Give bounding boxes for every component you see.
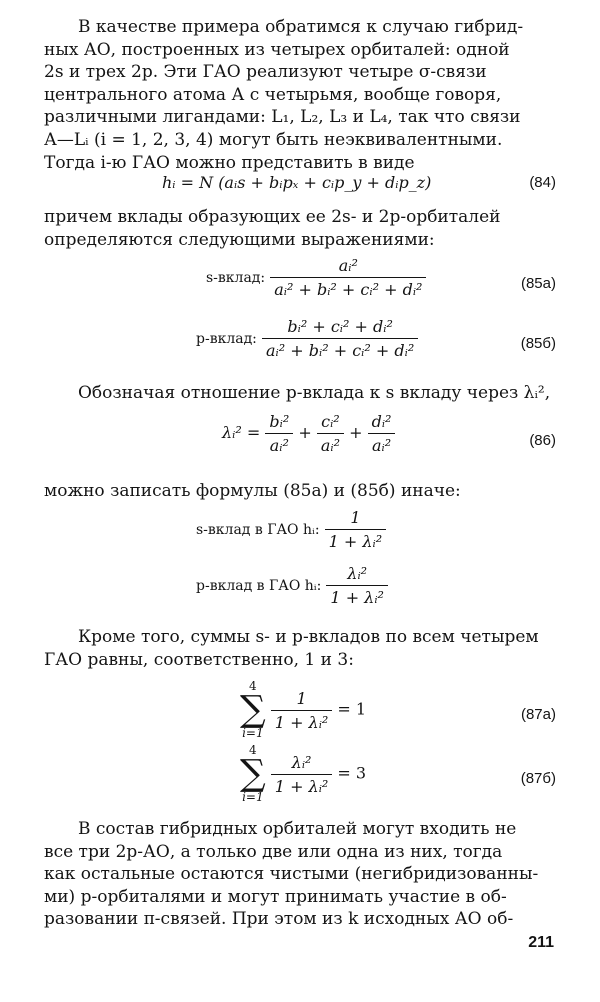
text-line: все три 2p-АО, а только две или одна из них, тогда xyxy=(44,841,503,862)
numerator: aᵢ² xyxy=(338,256,358,275)
summation-symbol xyxy=(240,680,266,740)
text-line: 2s и трех 2p. Эти ГАО реализуют четыре σ-связи xyxy=(44,62,487,83)
equation-number-85b: (85б) xyxy=(520,335,556,352)
paragraph-sums xyxy=(44,626,558,671)
text-line: ных АО, построенных из четырех орбиталей: одной xyxy=(44,39,510,60)
numerator: 1 xyxy=(350,508,361,527)
equation-label: s-вклад: xyxy=(206,270,266,286)
equation-label: p-вклад в ГАО hᵢ: xyxy=(196,578,322,594)
equation-number-87a: (87а) xyxy=(520,706,556,723)
fraction xyxy=(271,689,333,732)
numerator: λᵢ² xyxy=(291,752,312,772)
text-line: можно записать формулы (85а) и (85б) иначе: xyxy=(44,481,461,501)
summation-symbol xyxy=(240,744,266,804)
text-line: центрального атома А с четырьмя, вообще говоря, xyxy=(44,84,502,105)
fraction xyxy=(270,256,426,299)
plus-sign: + xyxy=(298,423,312,442)
denominator: 1 + λᵢ² xyxy=(326,585,388,607)
denominator: aᵢ² + bᵢ² + cᵢ² + dᵢ² xyxy=(270,277,426,299)
numerator: λᵢ² xyxy=(347,564,368,583)
sigma-glyph: ∑ xyxy=(240,753,266,794)
equation-lhs: λᵢ² = xyxy=(222,423,261,442)
equation-label: p-вклад: xyxy=(196,331,257,347)
text-line: В качестве примера обратимся к случаю гибрид- xyxy=(78,17,524,37)
denominator: aᵢ² xyxy=(368,433,396,455)
text-line: разовании π-связей. При этом из k исходных АО об- xyxy=(44,909,514,930)
paragraph-contributions xyxy=(44,206,558,251)
equation-85b xyxy=(196,317,418,360)
text-line: Тогда i-ю ГАО можно представить в виде xyxy=(44,152,415,173)
equation-86 xyxy=(222,412,395,455)
denominator: aᵢ² + bᵢ² + cᵢ² + dᵢ² xyxy=(262,338,418,360)
equation-rhs: = 1 xyxy=(337,699,367,719)
sigma-glyph: ∑ xyxy=(240,689,266,730)
denominator: aᵢ² xyxy=(317,433,344,455)
plus-sign: + xyxy=(349,423,363,442)
paragraph-rewrite xyxy=(44,480,558,503)
equation-p-contribution xyxy=(196,564,388,607)
sum-upper-limit: 4 xyxy=(249,743,257,757)
equation-87a xyxy=(240,680,366,740)
paragraph-partial-hybridization xyxy=(44,818,558,931)
equation-rhs: = 3 xyxy=(337,763,367,783)
text-line: причем вклады образующих ее 2s- и 2p-орбиталей xyxy=(44,207,501,227)
fraction xyxy=(265,412,293,455)
equation-s-contribution xyxy=(196,508,386,551)
equation-84: hᵢ = N (aᵢs + bᵢpₓ + cᵢp_y + dᵢp_z) xyxy=(162,173,432,192)
equation-number-84: (84) xyxy=(529,174,556,191)
numerator: dᵢ² xyxy=(371,412,392,431)
numerator: cᵢ² xyxy=(321,412,340,431)
fraction xyxy=(271,753,333,796)
text-line: ГАО равны, соответственно, 1 и 3: xyxy=(44,649,354,670)
text-line: Кроме того, суммы s- и p-вкладов по всем четырем xyxy=(78,627,539,647)
denominator: 1 + λᵢ² xyxy=(271,774,333,796)
text-line: как остальные остаются чистыми (негибридизованны- xyxy=(44,864,539,885)
denominator: 1 + λᵢ² xyxy=(271,710,333,732)
text-line: В состав гибридных орбиталей могут входить не xyxy=(78,819,517,839)
sum-lower-limit: i=1 xyxy=(242,790,264,804)
equation-number-85a: (85а) xyxy=(520,275,556,292)
denominator: aᵢ² xyxy=(265,433,293,455)
equation-number-86: (86) xyxy=(529,432,556,449)
text-line: А—Lᵢ (i = 1, 2, 3, 4) могут быть неэквивалентными. xyxy=(44,129,503,150)
text-line: ми) p-орбиталями и могут принимать участие в об- xyxy=(44,886,507,907)
page-number: 211 xyxy=(528,934,554,951)
fraction xyxy=(368,412,396,455)
text-line: Обозначая отношение p-вклада к s вкладу через λᵢ², xyxy=(78,383,551,403)
text-line: различными лигандами: L₁, L₂, L₃ и L₄, так что связи xyxy=(44,107,521,128)
sum-lower-limit: i=1 xyxy=(242,726,264,740)
equation-number-87b: (87б) xyxy=(520,770,556,787)
fraction xyxy=(262,317,418,360)
equation-label: s-вклад в ГАО hᵢ: xyxy=(196,522,320,538)
text-line: определяются следующими выражениями: xyxy=(44,229,435,250)
equation-85a xyxy=(206,256,426,299)
equation-87b xyxy=(240,744,366,804)
numerator: bᵢ² + cᵢ² + dᵢ² xyxy=(287,317,393,336)
sum-upper-limit: 4 xyxy=(249,679,257,693)
paragraph-ratio xyxy=(44,382,558,405)
numerator: 1 xyxy=(296,688,307,708)
denominator: 1 + λᵢ² xyxy=(325,529,387,551)
fraction xyxy=(326,564,388,607)
fraction xyxy=(317,412,344,455)
fraction xyxy=(325,508,387,551)
numerator: bᵢ² xyxy=(269,412,290,431)
paragraph-intro xyxy=(44,16,558,174)
